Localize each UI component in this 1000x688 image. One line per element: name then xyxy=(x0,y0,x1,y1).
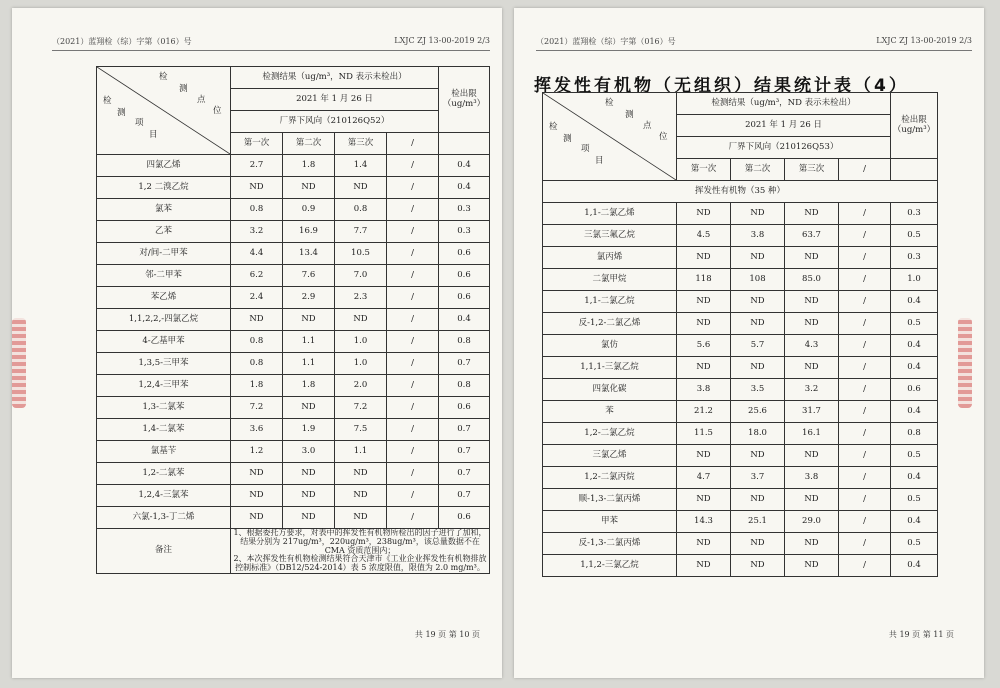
value-1: 14.3 xyxy=(677,511,731,533)
value-3: ND xyxy=(785,313,839,335)
table-row xyxy=(97,441,490,463)
value-2: ND xyxy=(283,177,335,199)
value-2: 3.8 xyxy=(731,225,785,247)
value-slash: / xyxy=(387,221,439,243)
value-2: 1.1 xyxy=(283,331,335,353)
table-row xyxy=(97,243,490,265)
compound-name: 1,2-二氯乙烷 xyxy=(543,423,677,445)
table-body xyxy=(543,203,938,577)
value-2: ND xyxy=(283,485,335,507)
detection-limit: 0.8 xyxy=(439,331,490,353)
value-3: ND xyxy=(785,357,839,379)
table-row xyxy=(543,247,938,269)
table-row xyxy=(543,379,938,401)
value-slash: / xyxy=(839,489,891,511)
value-3: ND xyxy=(335,507,387,529)
compound-name: 三氯乙烯 xyxy=(543,445,677,467)
diag-label: 位 xyxy=(213,106,222,116)
col-header: 第二次 xyxy=(283,133,335,155)
value-1: ND xyxy=(231,177,283,199)
diagonal-header-cell xyxy=(543,93,677,181)
table-row xyxy=(543,489,938,511)
value-3: 1.0 xyxy=(335,353,387,375)
value-1: 11.5 xyxy=(677,423,731,445)
value-slash: / xyxy=(387,287,439,309)
diag-label: 检 xyxy=(605,98,614,108)
table-row xyxy=(97,199,490,221)
value-slash: / xyxy=(387,155,439,177)
detection-limit: 0.4 xyxy=(891,467,938,489)
value-3: 63.7 xyxy=(785,225,839,247)
page-footer: 共 19 页 第 11 页 xyxy=(888,630,954,639)
table-row xyxy=(543,511,938,533)
value-1: 3.8 xyxy=(677,379,731,401)
value-1: 7.2 xyxy=(231,397,283,419)
value-3: 1.1 xyxy=(335,441,387,463)
value-3: 29.0 xyxy=(785,511,839,533)
compound-name: 乙苯 xyxy=(97,221,231,243)
note-item: 2、本次挥发性有机物检测结果符合天津市《工业企业挥发性有机物排放控制标准》（DB12/524-2014）表 5 浓度限值，限值为 2.0 mg/m³。 xyxy=(233,554,487,573)
doc-code: LXJC ZJ 13-00-2019 2/3 xyxy=(876,36,972,45)
detection-limit: 0.3 xyxy=(891,247,938,269)
value-slash: / xyxy=(387,353,439,375)
table-row xyxy=(97,485,490,507)
value-slash: / xyxy=(387,265,439,287)
sampling-date: 2021 年 1 月 26 日 xyxy=(677,115,891,137)
value-2: 2.9 xyxy=(283,287,335,309)
value-2: ND xyxy=(731,445,785,467)
table-row xyxy=(97,265,490,287)
value-2: ND xyxy=(283,507,335,529)
value-2: 1.9 xyxy=(283,419,335,441)
detection-limit: 0.8 xyxy=(891,423,938,445)
value-slash: / xyxy=(839,203,891,225)
diag-label: 测 xyxy=(117,108,126,118)
detection-limit: 0.7 xyxy=(439,419,490,441)
compound-name: 顺-1,3-二氯丙烯 xyxy=(543,489,677,511)
col-header-blank xyxy=(439,133,490,155)
value-3: 31.7 xyxy=(785,401,839,423)
compound-name: 苯乙烯 xyxy=(97,287,231,309)
detection-limit: 0.5 xyxy=(891,313,938,335)
results-table-right xyxy=(542,92,938,577)
value-2: 16.9 xyxy=(283,221,335,243)
value-slash: / xyxy=(387,331,439,353)
table-row xyxy=(543,423,938,445)
category-row: 挥发性有机物（35 种） xyxy=(543,181,938,203)
col-header: / xyxy=(387,133,439,155)
value-slash: / xyxy=(387,419,439,441)
value-3: 1.0 xyxy=(335,331,387,353)
compound-name: 苯 xyxy=(543,401,677,423)
value-slash: / xyxy=(387,397,439,419)
value-1: ND xyxy=(231,507,283,529)
value-1: 4.5 xyxy=(677,225,731,247)
value-2: ND xyxy=(731,555,785,577)
header-rule xyxy=(52,50,490,51)
page-footer: 共 19 页 第 10 页 xyxy=(414,630,480,639)
diag-label: 测 xyxy=(563,134,572,144)
value-3: 3.8 xyxy=(785,467,839,489)
seal-stamp xyxy=(958,318,972,408)
value-1: 0.8 xyxy=(231,353,283,375)
value-3: ND xyxy=(785,291,839,313)
value-3: 3.2 xyxy=(785,379,839,401)
compound-name: 氯仿 xyxy=(543,335,677,357)
report-number: （2021）蓝翔检（综）字第（016）号 xyxy=(536,37,676,46)
compound-name: 氯丙烯 xyxy=(543,247,677,269)
value-slash: / xyxy=(839,269,891,291)
value-2: 1.1 xyxy=(283,353,335,375)
value-slash: / xyxy=(839,423,891,445)
detection-limit: 0.4 xyxy=(439,177,490,199)
table-row xyxy=(543,401,938,423)
value-3: ND xyxy=(335,485,387,507)
table-title: 挥发性有机物（无组织）结果统计表（4） xyxy=(534,76,909,96)
col-header: 第三次 xyxy=(785,159,839,181)
value-1: 0.8 xyxy=(231,199,283,221)
table-row xyxy=(97,463,490,485)
col-header: 第一次 xyxy=(677,159,731,181)
value-2: ND xyxy=(731,203,785,225)
diag-label: 测 xyxy=(625,110,634,120)
detection-limit: 0.4 xyxy=(891,555,938,577)
diag-label: 项 xyxy=(581,144,590,154)
table-row xyxy=(543,225,938,247)
value-slash: / xyxy=(839,511,891,533)
header-rule xyxy=(536,50,972,51)
value-2: ND xyxy=(283,397,335,419)
value-2: 3.0 xyxy=(283,441,335,463)
table-row xyxy=(97,353,490,375)
value-1: 118 xyxy=(677,269,731,291)
detection-limit: 0.4 xyxy=(891,335,938,357)
table-row xyxy=(97,397,490,419)
detection-limit: 0.5 xyxy=(891,489,938,511)
table-row xyxy=(543,445,938,467)
value-3: ND xyxy=(335,463,387,485)
value-2: ND xyxy=(731,533,785,555)
diag-label: 检 xyxy=(159,72,168,82)
diagonal-header-cell xyxy=(97,67,231,155)
value-1: ND xyxy=(677,291,731,313)
table-row xyxy=(543,203,938,225)
value-slash: / xyxy=(839,247,891,269)
detection-limit: 0.3 xyxy=(439,199,490,221)
value-1: ND xyxy=(677,489,731,511)
table-row xyxy=(97,177,490,199)
detection-limit: 0.3 xyxy=(439,221,490,243)
sampling-date: 2021 年 1 月 26 日 xyxy=(231,89,439,111)
value-1: 5.6 xyxy=(677,335,731,357)
value-2: 5.7 xyxy=(731,335,785,357)
detection-limit: 0.7 xyxy=(439,353,490,375)
compound-name: 1,2 二溴乙烷 xyxy=(97,177,231,199)
compound-name: 邻-二甲苯 xyxy=(97,265,231,287)
value-2: 25.6 xyxy=(731,401,785,423)
detection-limit: 0.4 xyxy=(891,291,938,313)
detection-limit: 0.5 xyxy=(891,445,938,467)
value-2: ND xyxy=(731,313,785,335)
value-slash: / xyxy=(839,335,891,357)
value-slash: / xyxy=(839,225,891,247)
value-2: 7.6 xyxy=(283,265,335,287)
table-row xyxy=(543,313,938,335)
value-3: 7.0 xyxy=(335,265,387,287)
table-row xyxy=(97,155,490,177)
table-row xyxy=(97,375,490,397)
note-item: 1、根据委托方要求，对表中的挥发性有机物所检出的因子进行了加和，结果分别为 217ug/m³，220ug/m³，238ug/m³，该总量数据不在 CMA 资质范围内； xyxy=(233,528,487,555)
table-row xyxy=(543,335,938,357)
value-3: 16.1 xyxy=(785,423,839,445)
table-row xyxy=(97,221,490,243)
value-2: ND xyxy=(283,463,335,485)
table-row xyxy=(543,467,938,489)
value-slash: / xyxy=(839,357,891,379)
compound-name: 1,3-二氯苯 xyxy=(97,397,231,419)
value-2: 1.8 xyxy=(283,155,335,177)
detection-limit: 0.4 xyxy=(439,309,490,331)
limit-header: 检出限（ug/m³） xyxy=(439,67,490,133)
value-3: ND xyxy=(785,533,839,555)
table-row xyxy=(543,555,938,577)
table-row xyxy=(543,291,938,313)
detection-limit: 0.7 xyxy=(439,463,490,485)
detection-limit: 0.6 xyxy=(439,243,490,265)
value-slash: / xyxy=(387,375,439,397)
doc-code: LXJC ZJ 13-00-2019 2/3 xyxy=(394,36,490,45)
value-1: ND xyxy=(231,485,283,507)
table-body xyxy=(97,155,490,529)
value-2: 108 xyxy=(731,269,785,291)
detection-limit: 0.6 xyxy=(439,507,490,529)
detection-limit: 0.6 xyxy=(439,287,490,309)
value-3: 7.5 xyxy=(335,419,387,441)
value-2: ND xyxy=(731,291,785,313)
col-header: 第三次 xyxy=(335,133,387,155)
left-page xyxy=(12,8,502,678)
value-3: ND xyxy=(785,247,839,269)
value-slash: / xyxy=(387,507,439,529)
detection-limit: 0.6 xyxy=(891,379,938,401)
value-1: 1.2 xyxy=(231,441,283,463)
value-slash: / xyxy=(387,485,439,507)
table-row xyxy=(543,357,938,379)
value-slash: / xyxy=(839,291,891,313)
value-3: 0.8 xyxy=(335,199,387,221)
value-slash: / xyxy=(387,463,439,485)
col-header: 第一次 xyxy=(231,133,283,155)
detection-limit: 0.3 xyxy=(891,203,938,225)
value-2: 3.5 xyxy=(731,379,785,401)
value-1: 2.7 xyxy=(231,155,283,177)
compound-name: 二氯甲烷 xyxy=(543,269,677,291)
compound-name: 氯苯 xyxy=(97,199,231,221)
value-slash: / xyxy=(839,445,891,467)
value-3: ND xyxy=(785,489,839,511)
compound-name: 四氯乙烯 xyxy=(97,155,231,177)
detection-limit: 0.4 xyxy=(891,357,938,379)
compound-name: 反-1,3-二氯丙烯 xyxy=(543,533,677,555)
value-2: 25.1 xyxy=(731,511,785,533)
detection-limit: 0.5 xyxy=(891,533,938,555)
detection-limit: 0.5 xyxy=(891,225,938,247)
compound-name: 反-1,2-二氯乙烯 xyxy=(543,313,677,335)
compound-name: 1,4-二氯苯 xyxy=(97,419,231,441)
detection-limit: 0.6 xyxy=(439,397,490,419)
compound-name: 1,1-二氯乙烷 xyxy=(543,291,677,313)
value-1: ND xyxy=(677,555,731,577)
value-1: ND xyxy=(231,463,283,485)
value-2: 18.0 xyxy=(731,423,785,445)
table-row xyxy=(97,507,490,529)
value-1: ND xyxy=(677,445,731,467)
compound-name: 三氯三氟乙烷 xyxy=(543,225,677,247)
value-3: 10.5 xyxy=(335,243,387,265)
table-row xyxy=(543,269,938,291)
detection-limit: 0.7 xyxy=(439,441,490,463)
diag-label: 项 xyxy=(135,118,144,128)
value-slash: / xyxy=(387,243,439,265)
value-slash: / xyxy=(839,467,891,489)
diag-label: 点 xyxy=(643,121,652,131)
value-slash: / xyxy=(839,555,891,577)
detection-limit: 0.4 xyxy=(891,511,938,533)
diag-label: 目 xyxy=(595,156,604,166)
compound-name: 对/间-二甲苯 xyxy=(97,243,231,265)
report-number: （2021）蓝翔检（综）字第（016）号 xyxy=(52,37,192,46)
compound-name: 1,1,1-三氯乙烷 xyxy=(543,357,677,379)
value-slash: / xyxy=(387,199,439,221)
table-row xyxy=(97,309,490,331)
value-slash: / xyxy=(839,379,891,401)
detection-limit: 0.4 xyxy=(439,155,490,177)
col-header: 第二次 xyxy=(731,159,785,181)
limit-header: 检出限（ug/m³） xyxy=(891,93,938,159)
diag-label: 测 xyxy=(179,84,188,94)
diag-label: 检 xyxy=(549,122,558,132)
value-2: 0.9 xyxy=(283,199,335,221)
value-3: ND xyxy=(785,555,839,577)
value-1: 4.7 xyxy=(677,467,731,489)
value-slash: / xyxy=(839,533,891,555)
value-slash: / xyxy=(839,313,891,335)
value-2: 1.8 xyxy=(283,375,335,397)
value-slash: / xyxy=(387,441,439,463)
results-table-left xyxy=(96,66,490,574)
value-3: 1.4 xyxy=(335,155,387,177)
value-1: 0.8 xyxy=(231,331,283,353)
results-header: 检测结果（ug/m³，ND 表示未检出） xyxy=(231,67,439,89)
compound-name: 1,2,4-三氯苯 xyxy=(97,485,231,507)
value-3: ND xyxy=(335,309,387,331)
value-2: 13.4 xyxy=(283,243,335,265)
compound-name: 1,1,2-三氯乙烷 xyxy=(543,555,677,577)
value-1: 4.4 xyxy=(231,243,283,265)
value-3: 7.7 xyxy=(335,221,387,243)
note-text xyxy=(231,529,490,574)
table-row xyxy=(543,533,938,555)
detection-limit: 0.7 xyxy=(439,485,490,507)
detection-limit: 0.4 xyxy=(891,401,938,423)
diag-label: 目 xyxy=(149,130,158,140)
value-3: 4.3 xyxy=(785,335,839,357)
value-3: 2.0 xyxy=(335,375,387,397)
value-slash: / xyxy=(839,401,891,423)
value-3: ND xyxy=(785,203,839,225)
value-1: 21.2 xyxy=(677,401,731,423)
table-row xyxy=(97,331,490,353)
value-1: ND xyxy=(677,313,731,335)
value-3: 2.3 xyxy=(335,287,387,309)
value-1: 2.4 xyxy=(231,287,283,309)
value-3: 85.0 xyxy=(785,269,839,291)
value-1: ND xyxy=(677,203,731,225)
value-2: ND xyxy=(731,489,785,511)
note-label: 备注 xyxy=(97,529,231,574)
value-1: 3.6 xyxy=(231,419,283,441)
value-1: 6.2 xyxy=(231,265,283,287)
value-3: ND xyxy=(785,445,839,467)
compound-name: 4-乙基甲苯 xyxy=(97,331,231,353)
value-3: 7.2 xyxy=(335,397,387,419)
compound-name: 氯基苄 xyxy=(97,441,231,463)
detection-limit: 0.6 xyxy=(439,265,490,287)
value-2: ND xyxy=(283,309,335,331)
compound-name: 1,1-二氯乙烯 xyxy=(543,203,677,225)
value-slash: / xyxy=(387,177,439,199)
table-row xyxy=(97,419,490,441)
detection-limit: 1.0 xyxy=(891,269,938,291)
value-2: 3.7 xyxy=(731,467,785,489)
value-3: ND xyxy=(335,177,387,199)
value-1: 3.2 xyxy=(231,221,283,243)
value-2: ND xyxy=(731,247,785,269)
sampling-location: 厂界下风向（210126Q52） xyxy=(231,111,439,133)
detection-limit: 0.8 xyxy=(439,375,490,397)
results-header: 检测结果（ug/m³，ND 表示未检出） xyxy=(677,93,891,115)
right-page xyxy=(514,8,984,678)
value-1: 1.8 xyxy=(231,375,283,397)
compound-name: 1,3,5-三甲苯 xyxy=(97,353,231,375)
compound-name: 1,2-二氯丙烷 xyxy=(543,467,677,489)
col-header: / xyxy=(839,159,891,181)
compound-name: 1,2-二氯苯 xyxy=(97,463,231,485)
table-row xyxy=(97,287,490,309)
diag-label: 位 xyxy=(659,132,668,142)
value-2: ND xyxy=(731,357,785,379)
compound-name: 六氯-1,3-丁二烯 xyxy=(97,507,231,529)
compound-name: 1,1,2,2,-四氯乙烷 xyxy=(97,309,231,331)
value-1: ND xyxy=(231,309,283,331)
col-header-blank xyxy=(891,159,938,181)
value-1: ND xyxy=(677,357,731,379)
seal-stamp xyxy=(12,318,26,408)
value-1: ND xyxy=(677,533,731,555)
compound-name: 1,2,4-三甲苯 xyxy=(97,375,231,397)
sampling-location: 厂界下风向（210126Q53） xyxy=(677,137,891,159)
value-1: ND xyxy=(677,247,731,269)
diag-label: 点 xyxy=(197,95,206,105)
compound-name: 四氯化碳 xyxy=(543,379,677,401)
compound-name: 甲苯 xyxy=(543,511,677,533)
value-slash: / xyxy=(387,309,439,331)
diag-label: 检 xyxy=(103,96,112,106)
